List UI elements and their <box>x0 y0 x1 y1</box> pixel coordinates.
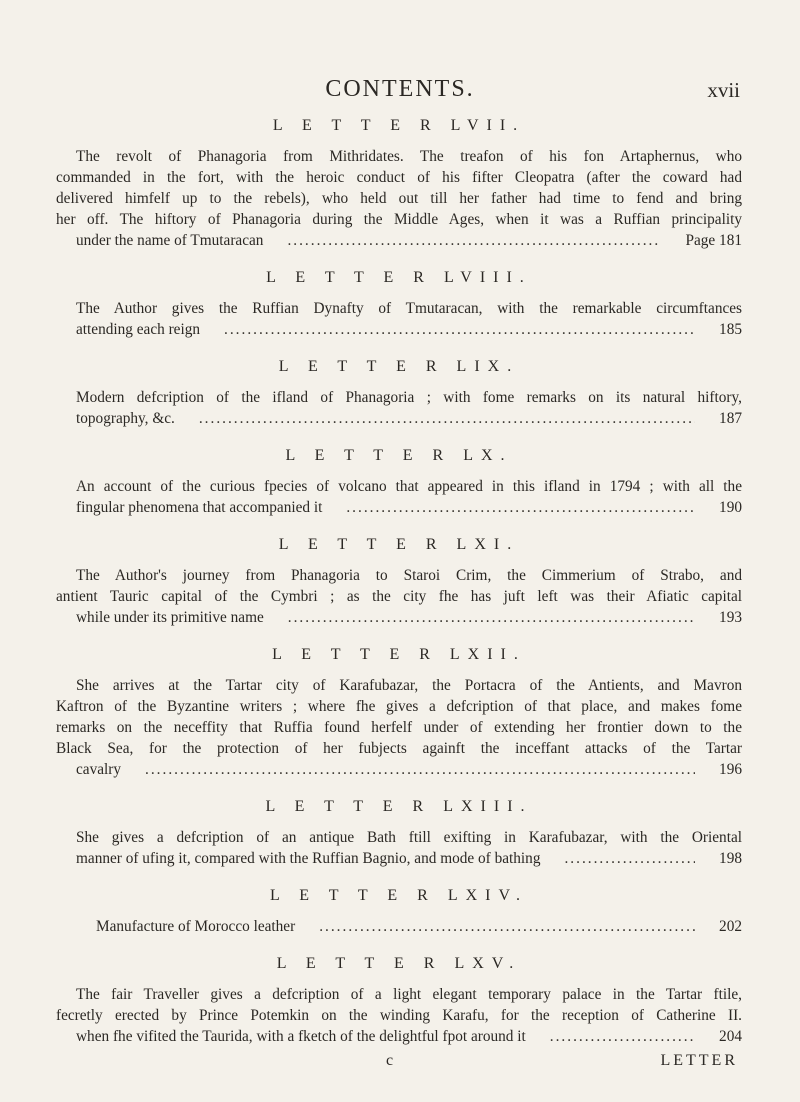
dot-leader <box>530 1026 695 1047</box>
letter-summary <box>56 298 742 340</box>
summary-line: She arrives at the Tartar city of Karafubazar, the Portacra of the Antients, and Mavron <box>76 677 742 694</box>
catchword: LETTER <box>660 1052 738 1069</box>
letter-entry <box>56 444 742 518</box>
dot-leader <box>326 497 695 518</box>
summary-last-text: topography, &c. <box>76 410 175 427</box>
letter-heading: L E T T E R LXI. <box>278 536 520 553</box>
entry-final-line <box>56 230 742 251</box>
summary-line: The Author gives the Ruffian Dynafty of Tmutaracan, with the remarkable circumftances <box>76 300 742 317</box>
summary-line: The Author's journey from Phanagoria to Staroi Crim, the Cimmerium of Strabo, and <box>76 567 742 584</box>
page-header <box>0 76 800 106</box>
letter-entry <box>56 355 742 429</box>
letter-summary <box>56 565 742 628</box>
signature-mark: c <box>386 1052 394 1069</box>
letter-summary <box>56 675 742 780</box>
entry-final-line <box>56 408 742 429</box>
entry-final-line <box>56 1026 742 1047</box>
entry-final-line <box>56 848 742 869</box>
letter-summary <box>56 387 742 429</box>
page-reference: 198 <box>719 850 742 867</box>
letter-entry <box>56 266 742 340</box>
summary-line: She gives a defcription of an antique Bath ftill exifting in Karafubazar, with the Oriental <box>76 829 742 846</box>
letter-heading: L E T T E R LXIV. <box>270 887 528 904</box>
summary-last-text: under the name of Tmutaracan <box>76 232 264 249</box>
entry-final-line <box>56 916 742 937</box>
summary-line: Black Sea, for the protection of her fubjects againft the inceffant attacks of the Tartar <box>56 740 742 757</box>
page-reference: 204 <box>719 1028 742 1045</box>
letter-heading: L E T T E R LIX. <box>278 358 520 375</box>
dot-leader <box>544 848 695 869</box>
dot-leader <box>204 319 695 340</box>
summary-line: remarks on the neceffity that Ruffia found herfelf under of extending her frontier down to the <box>56 719 742 736</box>
running-title: CONTENTS. <box>325 76 475 102</box>
entry-final-line <box>56 497 742 518</box>
summary-line: delivered himfelf up to the rebels), who held out till her father had time to fend and bring <box>56 190 742 207</box>
dot-leader <box>267 230 661 251</box>
entry-final-line <box>56 607 742 628</box>
letter-heading: L E T T E R LVIII. <box>266 269 532 286</box>
letter-summary <box>56 827 742 869</box>
summary-line: fecretly erected by Prince Potemkin on the winding Karafu, for the reception of Catherine II. <box>56 1007 742 1024</box>
summary-line: The revolt of Phanagoria from Mithridates. The treafon of his fon Artaphernus, who <box>76 148 742 165</box>
letter-entry <box>56 795 742 869</box>
summary-line: Modern defcription of the ifland of Phanagoria ; with fome remarks on its natural hiftory, <box>76 389 742 406</box>
page-footer <box>0 1052 800 1076</box>
letter-summary <box>56 984 742 1047</box>
letter-entry <box>56 533 742 628</box>
page-reference: 202 <box>719 918 742 935</box>
letter-heading: L E T T E R LXIII. <box>265 798 533 815</box>
dot-leader <box>125 759 695 780</box>
letter-entry <box>56 952 742 1047</box>
summary-last-text: while under its primitive name <box>76 609 264 626</box>
letter-entry <box>56 884 742 937</box>
summary-line: her off. The hiftory of Phanagoria during the Middle Ages, when it was a Ruffian principality <box>56 211 742 228</box>
summary-line: Kaftron of the Byzantine writers ; where fhe gives a defcription of that place, and makes fome <box>56 698 742 715</box>
summary-line: commanded in the fort, with the heroic conduct of his fifter Cleopatra (after the coward had <box>56 169 742 186</box>
summary-last-text: fingular phenomena that accompanied it <box>76 499 323 516</box>
page-reference: Page 181 <box>685 232 742 249</box>
dot-leader <box>179 408 695 429</box>
letter-entry <box>56 114 742 251</box>
summary-last-text: manner of ufing it, compared with the Ruffian Bagnio, and mode of bathing <box>76 850 541 867</box>
dot-leader <box>299 916 695 937</box>
page-reference: 187 <box>719 410 742 427</box>
summary-last-text: cavalry <box>76 761 122 778</box>
page-reference: 193 <box>719 609 742 626</box>
letter-entry <box>56 643 742 780</box>
summary-line: An account of the curious fpecies of volcano that appeared in this ifland in 1794 ; with all the <box>76 478 742 495</box>
entry-final-line <box>56 759 742 780</box>
summary-last-text: Manufacture of Morocco leather <box>96 918 296 935</box>
summary-line: antient Tauric capital of the Cymbri ; as the city fhe has juft left was their Afiatic capital <box>56 588 742 605</box>
page-reference: 190 <box>719 499 742 516</box>
letter-summary <box>56 916 742 937</box>
summary-last-text: when fhe vifited the Taurida, with a fketch of the delightful fpot around it <box>76 1028 526 1045</box>
summary-line: The fair Traveller gives a defcription of a light elegant temporary palace in the Tartar ftile, <box>76 986 742 1003</box>
letter-heading: L E T T E R LXII. <box>272 646 526 663</box>
letter-summary <box>56 476 742 518</box>
letter-heading: L E T T E R LVII. <box>272 117 526 134</box>
letter-summary <box>56 146 742 251</box>
page-reference: 196 <box>719 761 742 778</box>
page-reference: 185 <box>719 321 742 338</box>
entry-final-line <box>56 319 742 340</box>
page-number: xvii <box>707 78 740 102</box>
letter-heading: L E T T E R LX. <box>285 447 513 464</box>
letter-heading: L E T T E R LXV. <box>276 955 522 972</box>
summary-last-text: attending each reign <box>76 321 201 338</box>
dot-leader <box>268 607 695 628</box>
